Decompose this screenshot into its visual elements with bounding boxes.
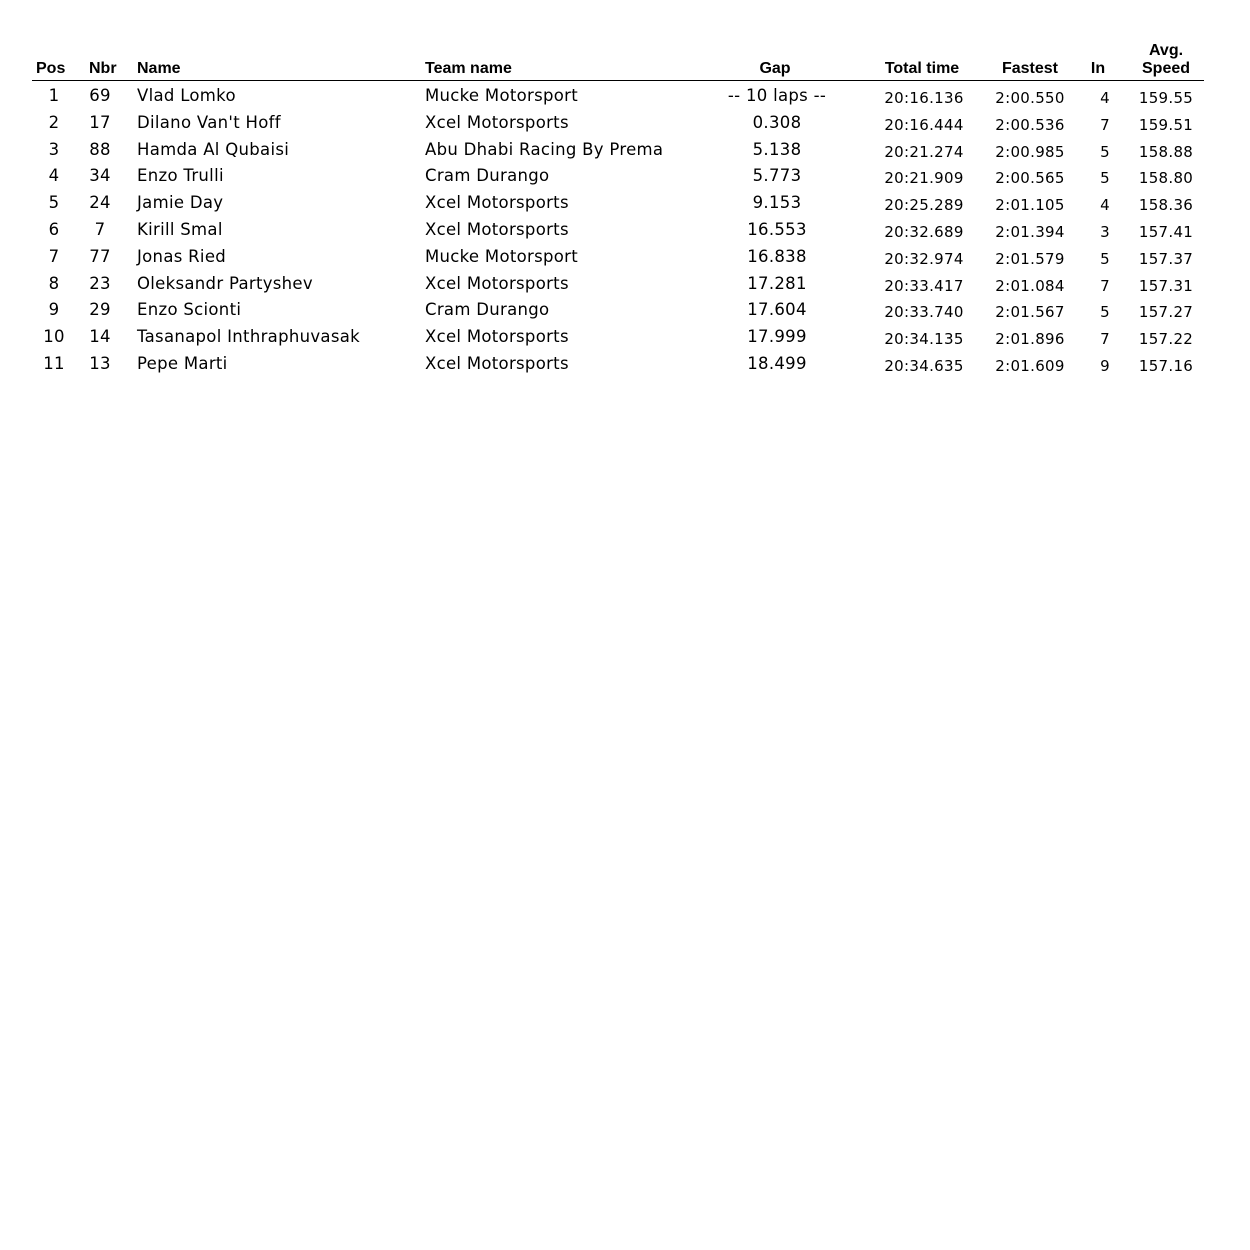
cell-driver-name: Enzo Trulli [137, 166, 224, 186]
cell-gap: 17.999 [747, 327, 807, 347]
cell-pos: 11 [43, 353, 65, 373]
table-header [0, 40, 1250, 80]
cell-nbr: 13 [89, 353, 111, 373]
cell-in: 4 [1100, 89, 1110, 107]
cell-total-time: 20:34.135 [884, 330, 964, 349]
cell-total-time: 20:16.444 [884, 115, 964, 134]
cell-pos: 3 [48, 139, 60, 159]
cell-avg-speed: 158.88 [1138, 142, 1194, 161]
cell-gap: 0.308 [752, 112, 802, 132]
cell-avg-speed: 159.51 [1138, 115, 1194, 134]
cell-nbr: 23 [89, 273, 111, 293]
cell-nbr: 7 [94, 219, 106, 239]
header-nbr: Nbr [89, 60, 117, 77]
cell-avg-speed: 159.55 [1138, 89, 1194, 107]
cell-in: 7 [1100, 330, 1110, 349]
cell-total-time: 20:32.974 [884, 249, 964, 268]
cell-avg-speed: 158.80 [1138, 169, 1194, 188]
cell-gap: 17.281 [747, 273, 807, 293]
cell-pos: 4 [48, 166, 60, 186]
cell-total-time: 20:25.289 [884, 196, 964, 215]
cell-team-name: Xcel Motorsports [425, 219, 569, 239]
cell-team-name: Xcel Motorsports [425, 327, 569, 347]
cell-team-name: Cram Durango [425, 300, 550, 320]
cell-avg-speed: 157.31 [1138, 276, 1194, 295]
cell-nbr: 77 [89, 246, 111, 266]
cell-fastest: 2:00.536 [995, 115, 1065, 134]
header-avg-speed-line1: Avg. [1148, 42, 1184, 59]
cell-in: 5 [1100, 169, 1110, 188]
cell-driver-name: Kirill Smal [137, 219, 223, 239]
cell-pos: 9 [48, 300, 60, 320]
cell-driver-name: Dilano Van't Hoff [137, 112, 281, 132]
header-divider [32, 80, 1204, 81]
cell-nbr: 69 [89, 86, 111, 105]
cell-team-name: Xcel Motorsports [425, 273, 569, 293]
cell-avg-speed: 158.36 [1138, 196, 1194, 215]
header-avg-speed-line2: Speed [1141, 60, 1191, 77]
cell-total-time: 20:33.740 [884, 303, 964, 322]
cell-gap: -- 10 laps -- [727, 86, 827, 105]
cell-avg-speed: 157.27 [1138, 303, 1194, 322]
cell-driver-name: Oleksandr Partyshev [137, 273, 313, 293]
cell-total-time: 20:21.909 [884, 169, 964, 188]
cell-nbr: 88 [89, 139, 111, 159]
cell-fastest: 2:01.394 [995, 222, 1065, 241]
cell-in: 3 [1100, 222, 1110, 241]
cell-gap: 18.499 [747, 353, 807, 373]
cell-fastest: 2:01.567 [995, 303, 1065, 322]
table-row [0, 163, 1250, 190]
cell-fastest: 2:01.084 [995, 276, 1065, 295]
cell-fastest: 2:01.609 [995, 356, 1065, 375]
cell-nbr: 34 [89, 166, 111, 186]
table-row [0, 217, 1250, 244]
cell-team-name: Xcel Motorsports [425, 112, 569, 132]
cell-avg-speed: 157.41 [1138, 222, 1194, 241]
cell-pos: 8 [48, 273, 60, 293]
cell-driver-name: Hamda Al Qubaisi [137, 139, 290, 159]
cell-avg-speed: 157.16 [1138, 356, 1194, 375]
cell-nbr: 17 [89, 112, 111, 132]
cell-nbr: 29 [89, 300, 111, 320]
cell-in: 5 [1100, 142, 1110, 161]
cell-fastest: 2:01.579 [995, 249, 1065, 268]
header-fastest: Fastest [1001, 60, 1059, 77]
cell-in: 9 [1100, 356, 1110, 375]
cell-total-time: 20:33.417 [884, 276, 964, 295]
cell-in: 5 [1100, 249, 1110, 268]
cell-gap: 5.138 [752, 139, 802, 159]
cell-team-name: Xcel Motorsports [425, 353, 569, 373]
table-row [0, 83, 1250, 110]
cell-driver-name: Pepe Marti [137, 353, 228, 373]
table-row [0, 190, 1250, 217]
header-gap: Gap [759, 60, 791, 77]
cell-gap: 9.153 [752, 193, 802, 213]
cell-fastest: 2:01.896 [995, 330, 1065, 349]
cell-gap: 17.604 [747, 300, 807, 320]
cell-team-name: Xcel Motorsports [425, 193, 569, 213]
cell-fastest: 2:00.550 [995, 89, 1065, 107]
results-table-body [0, 83, 1250, 378]
table-row [0, 244, 1250, 271]
cell-nbr: 14 [89, 327, 111, 347]
cell-in: 5 [1100, 303, 1110, 322]
table-row [0, 351, 1250, 378]
cell-pos: 5 [48, 193, 60, 213]
cell-driver-name: Jamie Day [137, 193, 224, 213]
cell-driver-name: Tasanapol Inthraphuvasak [137, 327, 361, 347]
cell-pos: 10 [43, 327, 65, 347]
cell-team-name: Mucke Motorsport [425, 246, 579, 266]
cell-total-time: 20:34.635 [884, 356, 964, 375]
cell-team-name: Cram Durango [425, 166, 550, 186]
cell-avg-speed: 157.37 [1138, 249, 1194, 268]
cell-gap: 5.773 [752, 166, 802, 186]
table-row [0, 110, 1250, 137]
header-team: Team name [425, 60, 512, 77]
cell-fastest: 2:01.105 [995, 196, 1065, 215]
cell-total-time: 20:16.136 [884, 89, 964, 107]
header-total-time: Total time [884, 60, 960, 77]
cell-fastest: 2:00.565 [995, 169, 1065, 188]
cell-avg-speed: 157.22 [1138, 330, 1194, 349]
header-in: In [1090, 60, 1106, 77]
cell-total-time: 20:32.689 [884, 222, 964, 241]
table-row [0, 137, 1250, 164]
header-avg-speed [1142, 42, 1190, 78]
header-pos: Pos [36, 60, 66, 77]
table-row [0, 324, 1250, 351]
cell-pos: 1 [48, 86, 60, 105]
cell-driver-name: Enzo Scionti [137, 300, 242, 320]
cell-driver-name: Vlad Lomko [137, 86, 236, 105]
table-row [0, 271, 1250, 298]
cell-in: 7 [1100, 115, 1110, 134]
table-row [0, 297, 1250, 324]
cell-gap: 16.838 [747, 246, 807, 266]
cell-in: 4 [1100, 196, 1110, 215]
cell-pos: 6 [48, 219, 60, 239]
header-name: Name [137, 60, 181, 77]
cell-pos: 7 [48, 246, 60, 266]
cell-driver-name: Jonas Ried [137, 246, 227, 266]
cell-gap: 16.553 [747, 219, 807, 239]
cell-in: 7 [1100, 276, 1110, 295]
cell-pos: 2 [48, 112, 60, 132]
cell-fastest: 2:00.985 [995, 142, 1065, 161]
cell-team-name: Abu Dhabi Racing By Prema [425, 139, 664, 159]
cell-total-time: 20:21.274 [884, 142, 964, 161]
cell-team-name: Mucke Motorsport [425, 86, 579, 105]
cell-nbr: 24 [89, 193, 111, 213]
